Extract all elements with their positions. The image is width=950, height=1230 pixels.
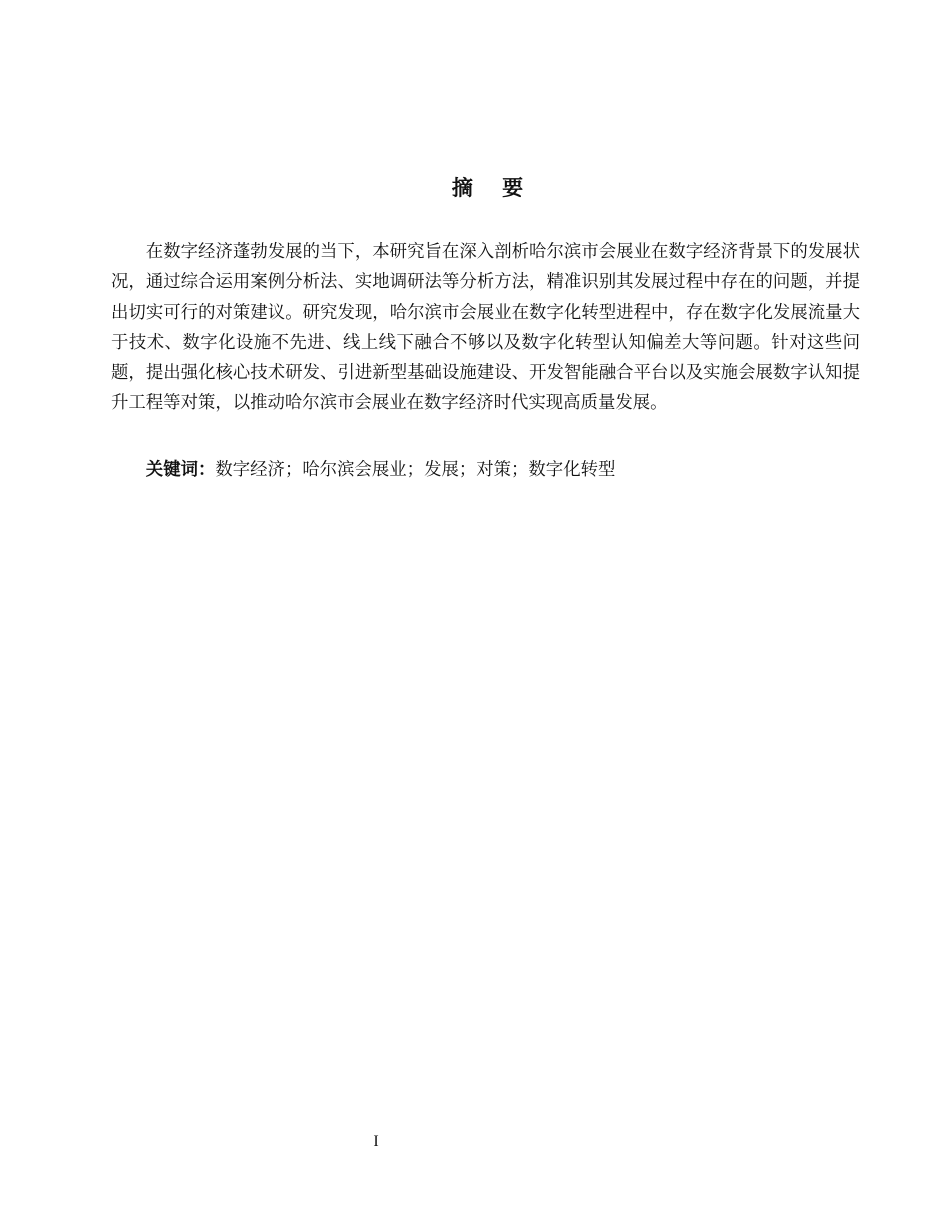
abstract-title: 摘 要 xyxy=(451,176,524,200)
keywords-label: 关键词： xyxy=(145,460,216,480)
keywords-text: 数字经济；哈尔滨会展业；发展；对策；数字化转型 xyxy=(215,460,616,480)
abstract-paragraph: 在数字经济蓬勃发展的当下，本研究旨在深入剖析哈尔滨市会展业在数字经济背景下的发展状况，通过综合运用案例分析法、实地调研法等分析方法，精准识别其发展过程中存在的问题，并提出切实可行的对策建议。研究发现，哈尔滨市会展业在数字化转型进程中，存在数字化发展流量大于技术、数字化设施不先进、线上线下融合不够以及数字化转型认知偏差大等问题。针对这些问题，提出强化核心技术研发、引进新型基础设施建设、开发智能融合平台以及实施会展数字认知提升工程等对策，以推动哈尔滨市会展业在数字经济时代实现高质量发展。 xyxy=(111,242,860,414)
keywords-line xyxy=(111,455,860,485)
page-number: I xyxy=(373,1133,379,1150)
